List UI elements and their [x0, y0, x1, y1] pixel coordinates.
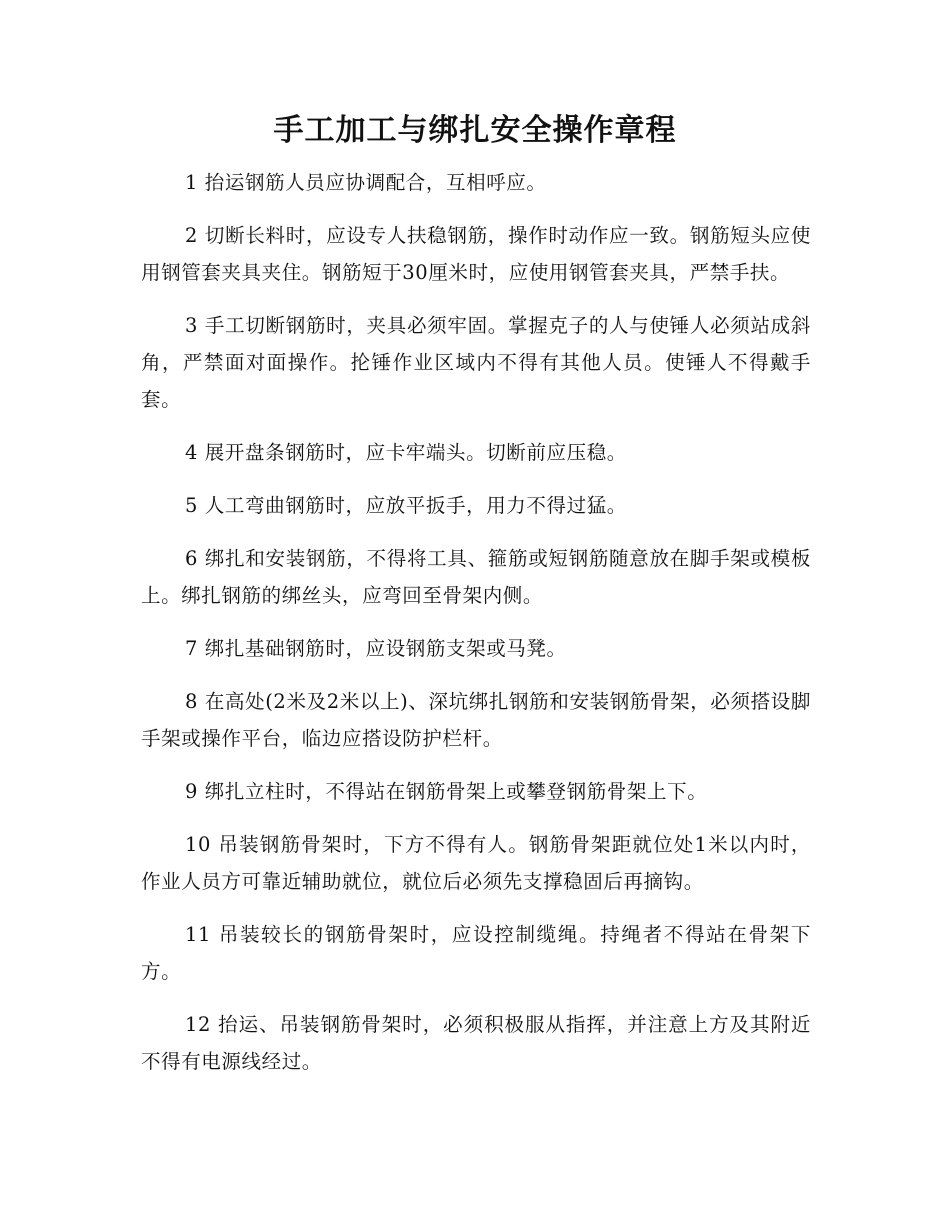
rule-paragraph-3: 3 手工切断钢筋时，夹具必须牢固。掌握克子的人与使锤人必须站成斜角，严禁面对面操作。抡锤作业区域内不得有其他人员。使锤人不得戴手套。 — [141, 314, 811, 411]
rule-paragraph-1: 1 抬运钢筋人员应协调配合，互相呼应。 — [185, 171, 547, 194]
document-body — [141, 164, 811, 1096]
rule-paragraph-9: 9 绑扎立柱时，不得站在钢筋骨架上或攀登钢筋骨架上下。 — [185, 780, 708, 803]
rule-paragraph-8: 8 在高处(2米及2米以上)、深坑绑扎钢筋和安装钢筋骨架，必须搭设脚手架或操作平台，临边应搭设防护栏杆。 — [141, 690, 811, 750]
rule-paragraph-6: 6 绑扎和安装钢筋，不得将工具、箍筋或短钢筋随意放在脚手架或模板上。绑扎钢筋的绑丝头，应弯回至骨架内侧。 — [141, 547, 811, 607]
rule-paragraph-2: 2 切断长料时，应设专人扶稳钢筋，操作时动作应一致。钢筋短头应使用钢管套夹具夹住。钢筋短于30厘米时，应使用钢管套夹具，严禁手扶。 — [141, 224, 811, 284]
document-title: 手工加工与绑扎安全操作章程 — [273, 113, 677, 148]
rule-paragraph-12: 12 抬运、吊装钢筋骨架时，必须积极服从指挥，并注意上方及其附近不得有电源线经过。 — [141, 1013, 811, 1073]
rule-paragraph-5: 5 人工弯曲钢筋时，应放平扳手，用力不得过猛。 — [185, 494, 627, 517]
rule-paragraph-7: 7 绑扎基础钢筋时，应设钢筋支架或马凳。 — [185, 637, 567, 660]
rule-paragraph-4: 4 展开盘条钢筋时，应卡牢端头。切断前应压稳。 — [185, 441, 627, 464]
rule-paragraph-10: 10 吊装钢筋骨架时，下方不得有人。钢筋骨架距就位处1米以内时，作业人员方可靠近辅助就位，就位后必须先支撑稳固后再摘钩。 — [141, 833, 811, 893]
rule-paragraph-11: 11 吊装较长的钢筋骨架时，应设控制缆绳。持绳者不得站在骨架下方。 — [141, 923, 811, 983]
